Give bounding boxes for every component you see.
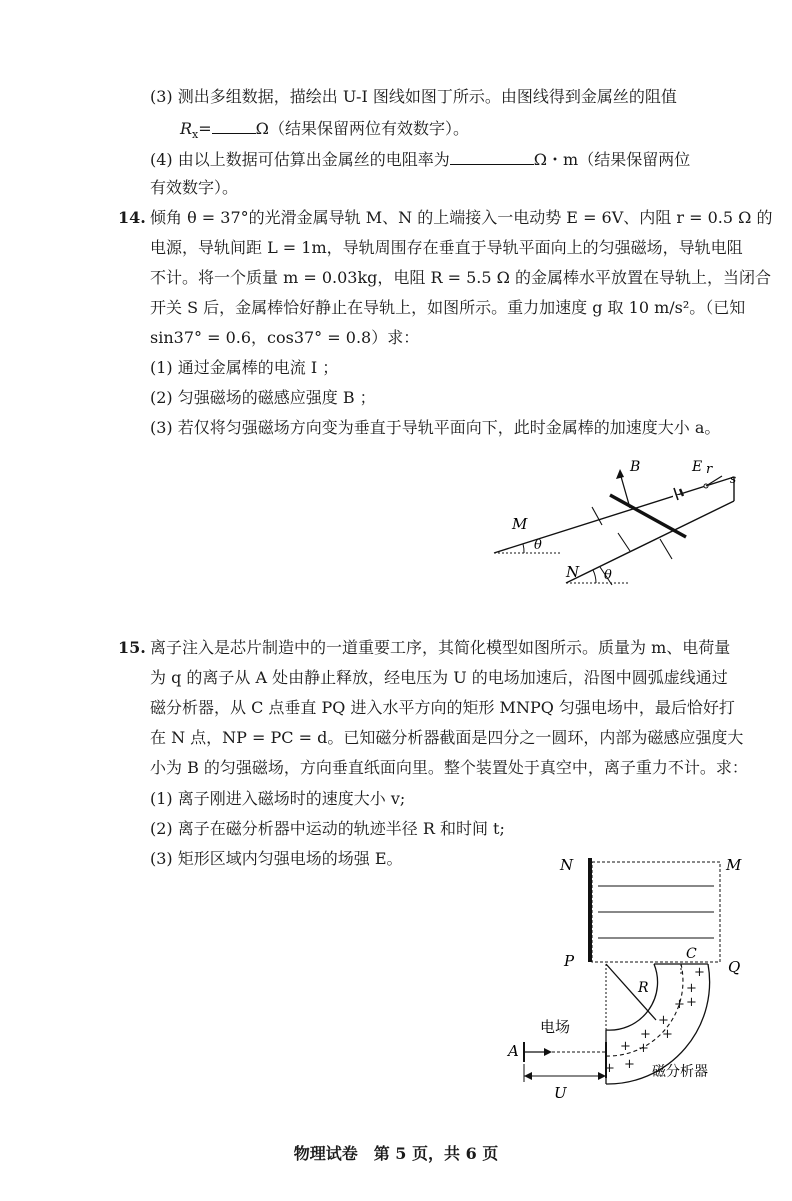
q13-part4-line1 [150,147,690,172]
q15-subq2: (2) 离子在磁分析器中运动的轨迹半径 R 和时间 t; [150,819,505,838]
label-B: B [630,459,641,475]
svg-text:+: + [658,1013,669,1028]
q13-rx-subscript: x [192,128,199,142]
q15-text-line4: 在 N 点，NP = PC = d。已知磁分析器截面是四分之一圆环，内部为磁感应强度大 [150,728,744,747]
q14-text-line2: 电源，导轨间距 L = 1m，导轨周围存在垂直于导轨平面向上的匀强磁场，导轨电阻 [150,238,743,257]
q13-part4-unit: Ω・m（结果保留两位 [533,150,691,169]
q13-part4-line2: 有效数字）。 [150,178,239,197]
label-A: A [508,1042,519,1060]
q15-number: 15. [118,638,146,657]
label-s: s [730,472,737,486]
svg-text:+: + [694,965,705,980]
q13-part3-line1: (3) 测出多组数据，描绘出 U-I 图线如图丁所示。由图线得到金属丝的阻值 [150,87,677,106]
svg-text:+: + [686,981,697,996]
theta-label-1: θ [534,538,542,553]
svg-text:+: + [638,1041,649,1056]
q13-part4-text: (4) 由以上数据可估算出金属丝的电阻率为 [150,150,450,169]
svg-text:+: + [686,995,697,1010]
svg-text:+: + [620,1039,631,1054]
label-Q: Q [728,958,741,976]
q14-text-line5: sin37° = 0.6，cos37° = 0.8）求： [150,328,420,347]
svg-text:+: + [662,1027,673,1042]
label-N: N [566,563,580,581]
label-analyzer: 磁分析器 [652,1064,708,1080]
q14-subq1: (1) 通过金属棒的电流 I ； [150,358,339,377]
q13-rx-note: Ω（结果保留两位有效数字）。 [255,119,469,138]
label-R: R [638,980,649,996]
q13-rx-equals: = [198,119,212,138]
svg-text:+: + [640,1027,651,1042]
rail-m [494,477,734,553]
q15-text-line5: 小为 B 的匀强磁场，方向垂直纸面向里。整个装置处于真空中，离子重力不计。求： [150,758,748,777]
q13-part3-line2 [180,116,469,147]
magnetic-field-crosses [604,965,705,1076]
q14-subq3: (3) 若仅将匀强磁场方向变为垂直于导轨平面向下，此时金属棒的加速度大小 a。 [150,418,721,437]
label-M: M [512,515,528,533]
q15-text-line3: 磁分析器，从 C 点垂直 PQ 进入水平方向的矩形 MNPQ 匀强电场中，最后恰好打 [150,698,735,717]
label-P: P [564,952,575,970]
battery-plate-short [680,489,683,496]
b-arrow-head [616,469,624,479]
q14-text-line1: 倾角 θ = 37°的光滑金属导轨 M、N 的上端接入一电动势 E = 6V、内阻 r = 0.5 Ω 的 [150,208,773,227]
q15-subq1: (1) 离子刚进入磁场时的速度大小 v; [150,789,406,808]
rail-n [566,501,734,583]
svg-text:+: + [674,997,685,1012]
label-field: 电场 [540,1018,571,1036]
q14-text-line3: 不计。将一个质量 m = 0.03kg，电阻 R = 5.5 Ω 的金属棒水平放置在导轨上，当闭合 [150,268,771,287]
q14-rail-figure [480,455,770,595]
q14-number: 14. [118,208,146,227]
label-r: r [706,462,713,477]
label-M: M [726,856,742,874]
label-U: U [554,1084,567,1102]
q13-resistivity-blank[interactable] [450,147,534,165]
label-C: C [686,946,697,962]
q15-subq3: (3) 矩形区域内匀强电场的场强 E。 [150,849,403,868]
label-N: N [560,856,574,874]
svg-text:+: + [604,1061,615,1076]
q13-rx-blank[interactable] [212,116,256,134]
q14-text-line4: 开关 S 后，金属棒恰好静止在导轨上，如图所示。重力加速度 g 取 10 m/s²。（已知 [150,298,746,317]
q13-rx-symbol: R [180,119,193,138]
q15-ion-figure [500,850,750,1105]
q14-subq2: (2) 匀强磁场的磁感应强度 B ； [150,388,376,407]
q15-text-line1: 离子注入是芯片制造中的一道重要工序，其简化模型如图所示。质量为 m、电荷量 [150,638,731,657]
page-footer: 物理试卷 第 5 页，共 6 页 [293,1144,499,1163]
q15-text-line2: 为 q 的离子从 A 处由静止释放，经电压为 U 的电场加速后，沿图中圆弧虚线通过 [150,668,728,687]
label-E: E [692,459,703,475]
theta-label-2: θ [604,568,612,583]
svg-text:+: + [624,1057,635,1072]
analyzer-inner-arc [606,964,658,1030]
